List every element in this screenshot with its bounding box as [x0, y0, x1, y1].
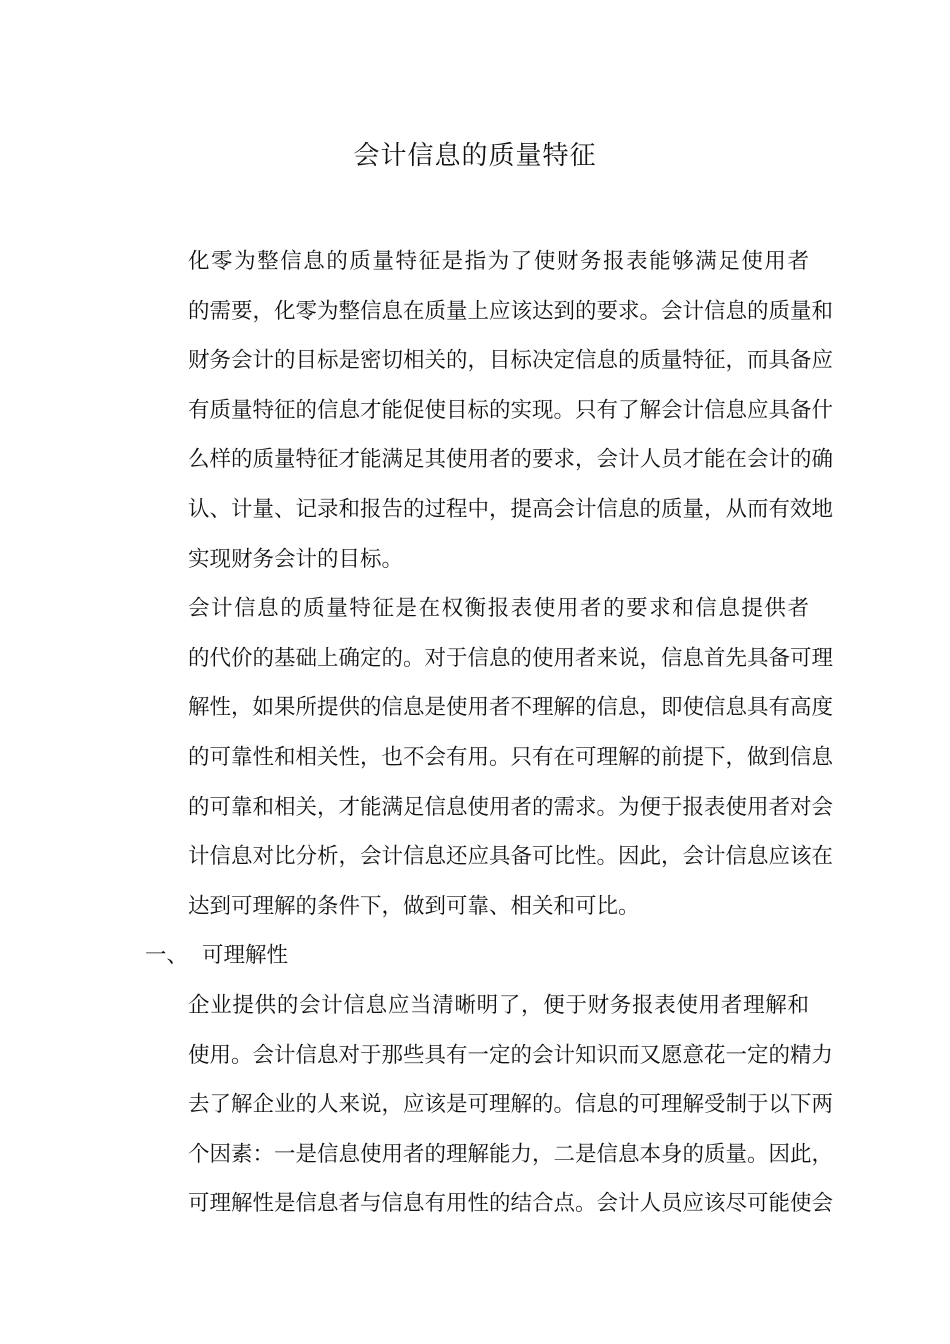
- paragraph-line: 会计信息的质量特征是在权衡报表使用者的要求和信息提供者: [188, 596, 809, 622]
- document-title: 会计信息的质量特征: [353, 141, 597, 171]
- paragraph-line: 达到可理解的条件下，做到可靠、相关和可比。: [188, 893, 640, 919]
- paragraph-line: 财务会计的目标是密切相关的，目标决定信息的质量特征，而具备应: [188, 348, 834, 374]
- section-number: 一、: [145, 943, 189, 969]
- paragraph-line: 认、计量、记录和报告的过程中，提高会计信息的质量，从而有效地: [188, 496, 834, 522]
- paragraph-line: 企业提供的会计信息应当清晰明了，便于财务报表使用者理解和: [188, 992, 809, 1018]
- paragraph-line: 么样的质量特征才能满足其使用者的要求，会计人员才能在会计的确: [188, 447, 834, 473]
- document-body: [145, 237, 834, 1229]
- paragraph-line: 的代价的基础上确定的。对于信息的使用者来说，信息首先具备可理: [188, 645, 834, 671]
- paragraph-3: [145, 981, 834, 1229]
- paragraph-line: 使用。会计信息对于那些具有一定的会计知识而又愿意花一定的精力: [188, 1042, 834, 1068]
- paragraph-line: 解性，如果所提供的信息是使用者不理解的信息，即使信息具有高度: [188, 695, 834, 721]
- paragraph-line: 可理解性是信息者与信息有用性的结合点。会计人员应该尽可能使会: [188, 1191, 834, 1217]
- paragraph-line: 的可靠性和相关性，也不会有用。只有在可理解的前提下，做到信息: [188, 744, 834, 770]
- paragraph-line: 的需要，化零为整信息在质量上应该达到的要求。会计信息的质量和: [188, 298, 834, 324]
- paragraph-2: [145, 584, 834, 931]
- paragraph-line: 的可靠和相关，才能满足信息使用者的需求。为便于报表使用者对会: [188, 794, 834, 820]
- section-heading-text: 可理解性: [202, 943, 289, 969]
- paragraph-line: 计信息对比分析，会计信息还应具备可比性。因此，会计信息应该在: [188, 844, 834, 870]
- paragraph-1: [145, 237, 834, 584]
- section-heading: [145, 931, 809, 981]
- paragraph-line: 化零为整信息的质量特征是指为了使财务报表能够满足使用者: [188, 249, 809, 274]
- paragraph-line: 去了解企业的人来说，应该是可理解的。信息的可理解受制于以下两: [188, 1092, 834, 1118]
- paragraph-line: 个因素：一是信息使用者的理解能力，二是信息本身的质量。因此，: [188, 1141, 834, 1167]
- paragraph-line: 实现财务会计的目标。: [188, 546, 404, 572]
- paragraph-line: 有质量特征的信息才能促使目标的实现。只有了解会计信息应具备什: [188, 397, 834, 423]
